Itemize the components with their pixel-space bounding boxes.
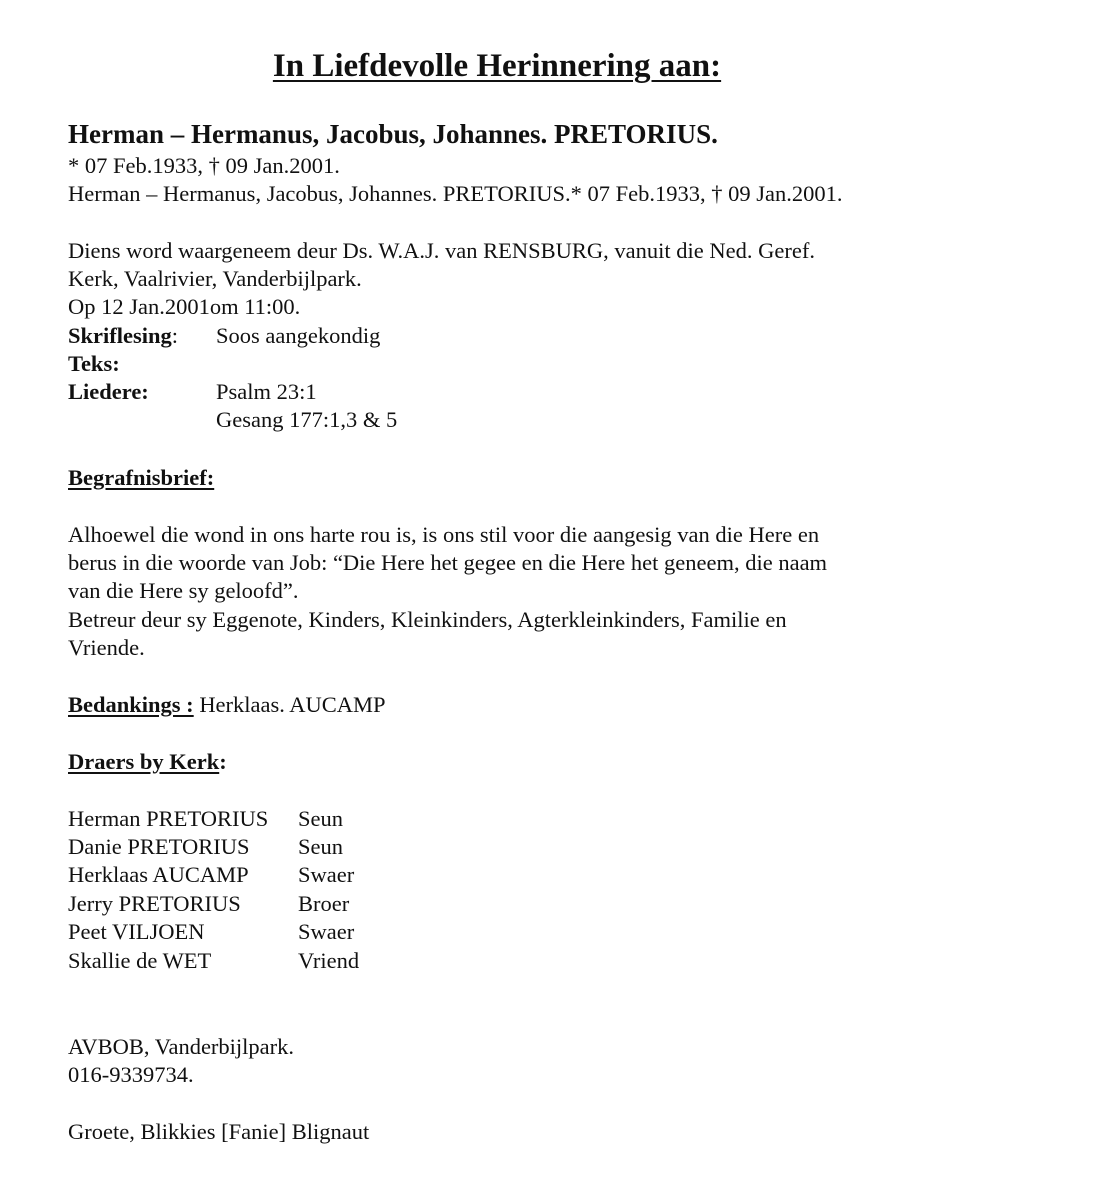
bearer-name: Herklaas AUCAMP — [68, 862, 249, 887]
liedere-item-2: Gesang 177:1,3 & 5 — [216, 407, 398, 432]
service-line-1: Diens word waargeneem deur Ds. W.A.J. van RENSBURG, vanuit die Ned. Geref. — [68, 238, 815, 263]
bearer-relation: Vriend — [298, 948, 360, 973]
deceased-dates: * 07 Feb.1933, † 09 Jan.2001. — [68, 153, 340, 178]
bedankings-label: Bedankings : — [68, 692, 194, 717]
bearer-name: Herman PRETORIUS — [68, 806, 269, 831]
bearer-row — [68, 893, 468, 917]
deceased-name: Herman – Hermanus, Jacobus, Johannes. PRETORIUS. — [68, 119, 718, 149]
liedere-row — [68, 381, 568, 404]
begrafnisbrief-line-4: Betreur deur sy Eggenote, Kinders, Kleinkinders, Agterkleinkinders, Familie en — [68, 607, 787, 632]
skriflesing-colon: : — [171, 323, 179, 348]
teks-label: Teks: — [68, 351, 120, 376]
begrafnisbrief-line-1: Alhoewel die wond in ons harte rou is, is ons stil voor die aangesig van die Here en — [68, 522, 820, 547]
bearer-name: Peet VILJOEN — [68, 919, 205, 944]
bearer-relation: Swaer — [298, 862, 355, 887]
draers-heading-text: Draers by Kerk — [68, 749, 220, 774]
page-title: In Liefdevolle Herinnering aan: — [272, 48, 722, 84]
closing-signature: Groete, Blikkies [Fanie] Blignaut — [68, 1119, 370, 1144]
bedankings-row — [68, 694, 386, 717]
begrafnisbrief-line-5: Vriende. — [68, 635, 145, 660]
liedere-label: Liedere: — [68, 379, 149, 404]
service-line-3: Op 12 Jan.2001om 11:00. — [68, 294, 301, 319]
undertaker-phone: 016-9339734. — [68, 1062, 194, 1087]
bearer-row — [68, 808, 468, 832]
bearer-row — [68, 864, 468, 888]
skriflesing-label: Skriflesing — [68, 323, 172, 348]
bearer-relation: Seun — [298, 806, 343, 831]
deceased-full-line: Herman – Hermanus, Jacobus, Johannes. PRETORIUS.* 07 Feb.1933, † 09 Jan.2001. — [68, 181, 843, 206]
bearer-relation: Seun — [298, 834, 343, 859]
begrafnisbrief-line-3: van die Here sy geloofd”. — [68, 578, 299, 603]
bearer-relation: Swaer — [298, 919, 355, 944]
bearer-row — [68, 836, 468, 860]
bearer-name: Danie PRETORIUS — [68, 834, 250, 859]
service-line-2: Kerk, Vaalrivier, Vanderbijlpark. — [68, 266, 362, 291]
draers-heading — [68, 751, 227, 774]
begrafnisbrief-line-2: berus in die woorde van Job: “Die Here het gegee en die Here het geneem, die naam — [68, 550, 828, 575]
bearer-name: Jerry PRETORIUS — [68, 891, 241, 916]
begrafnisbrief-heading: Begrafnisbrief: — [68, 465, 215, 490]
bearer-relation: Broer — [298, 891, 350, 916]
skriflesing-row — [68, 325, 568, 348]
bearer-row — [68, 921, 468, 945]
bearer-row — [68, 950, 468, 974]
liedere-item-1: Psalm 23:1 — [216, 379, 317, 404]
bearer-name: Skallie de WET — [68, 948, 212, 973]
bedankings-value: Herklaas. AUCAMP — [199, 692, 386, 717]
skriflesing-value: Soos aangekondig — [216, 323, 381, 348]
undertaker-name: AVBOB, Vanderbijlpark. — [68, 1034, 295, 1059]
draers-heading-colon: : — [219, 749, 227, 774]
